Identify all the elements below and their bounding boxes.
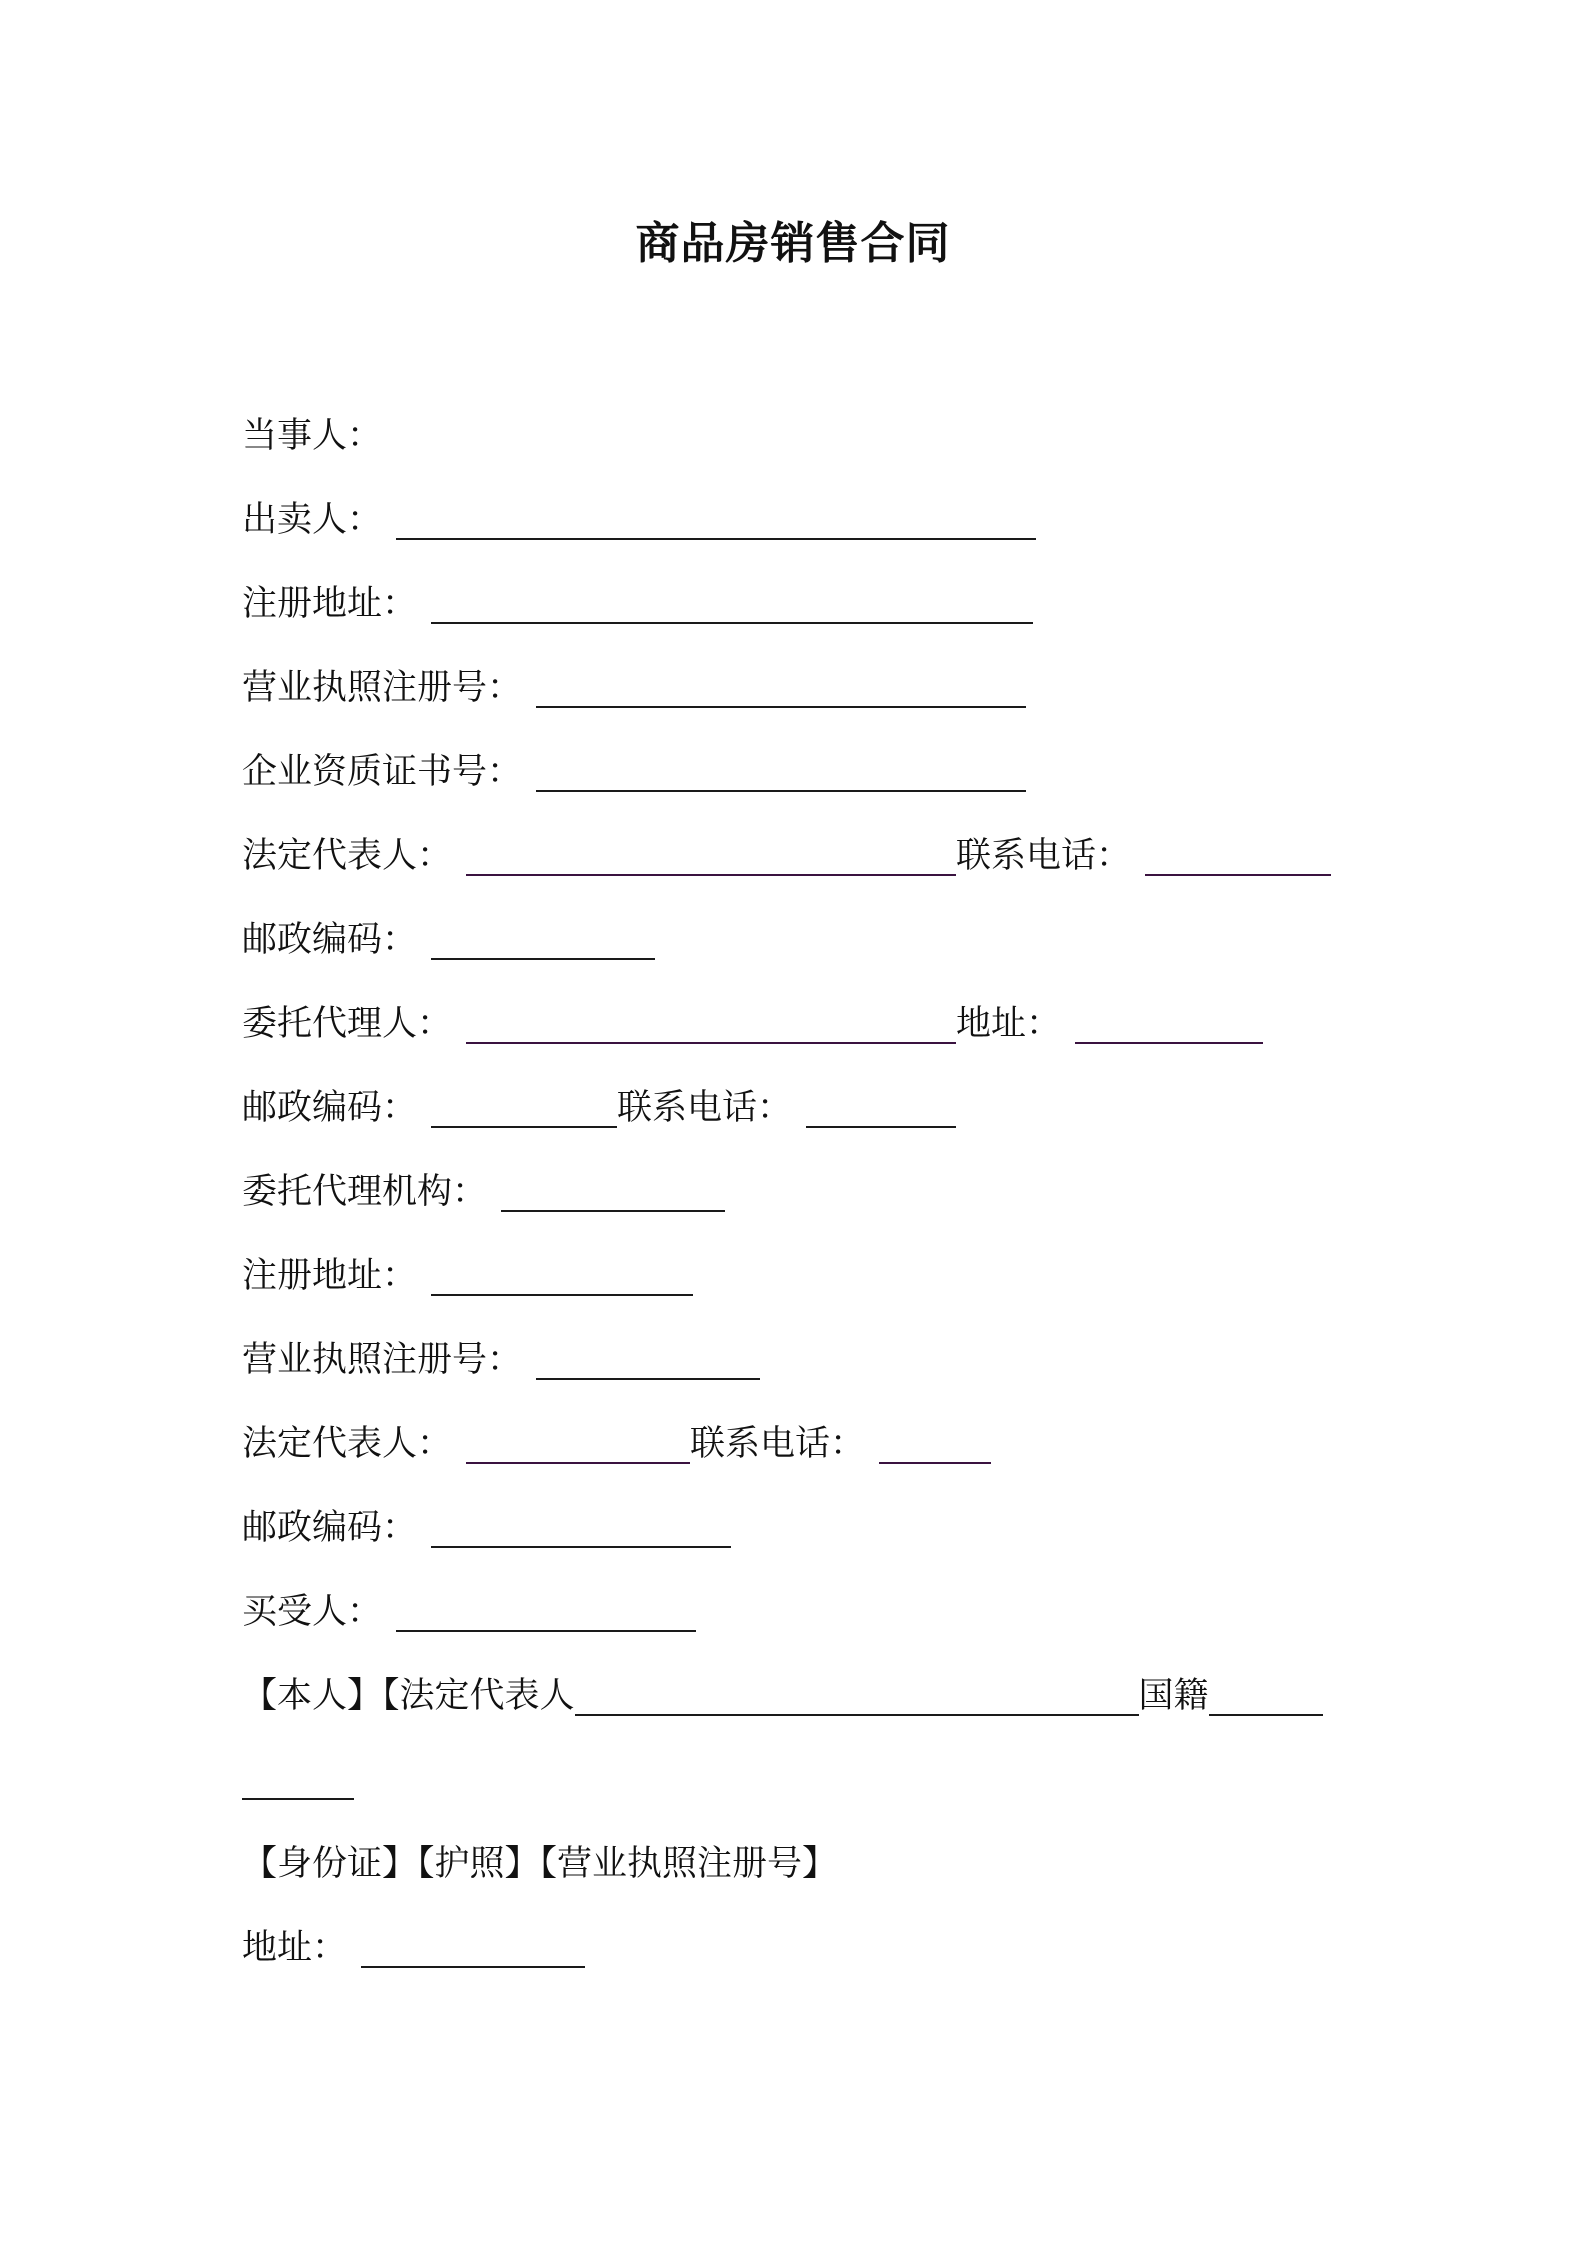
- agency-name-blank[interactable]: [501, 1170, 725, 1212]
- agency-postcode-line: [242, 1502, 731, 1550]
- agent-phone-blank[interactable]: [806, 1086, 956, 1128]
- buyer-id-types-label: 【身份证】【护照】【营业执照注册号】: [242, 1844, 838, 1884]
- agent-line: [242, 998, 1263, 1046]
- agency-address-blank[interactable]: [431, 1254, 693, 1296]
- seller-license-line: [242, 662, 1026, 710]
- seller-label: 出卖人：: [242, 500, 383, 540]
- seller-qualification-line: [242, 746, 1026, 794]
- seller-legal-rep-line: [242, 830, 1331, 878]
- agency-postcode-blank[interactable]: [431, 1506, 731, 1548]
- seller-name-blank[interactable]: [396, 498, 1036, 540]
- seller-license-label: 营业执照注册号：: [242, 668, 523, 708]
- parties-heading-line: [242, 410, 382, 458]
- document-title: 商品房销售合同: [635, 218, 951, 269]
- seller-address-blank[interactable]: [431, 582, 1033, 624]
- agency-address-line: [242, 1250, 693, 1298]
- seller-qualification-blank[interactable]: [536, 750, 1026, 792]
- buyer-rep-blank[interactable]: [575, 1674, 1139, 1716]
- seller-postcode-line: [242, 914, 655, 962]
- agent-postcode-label: 邮政编码：: [242, 1088, 418, 1128]
- agency-license-label: 营业执照注册号：: [242, 1340, 523, 1380]
- agency-address-label: 注册地址：: [242, 1256, 418, 1296]
- buyer-line: [242, 1586, 696, 1634]
- agent-name-blank[interactable]: [466, 1002, 956, 1044]
- agency-legal-rep-line: [242, 1418, 991, 1466]
- seller-postcode-blank[interactable]: [431, 918, 655, 960]
- buyer-rep-label: 【本人】【法定代表人: [242, 1676, 575, 1716]
- buyer-rep-line: [242, 1670, 1323, 1718]
- seller-address-line: [242, 578, 1033, 626]
- agency-label: 委托代理机构：: [242, 1172, 488, 1212]
- seller-phone-label: 联系电话：: [956, 836, 1132, 876]
- buyer-nationality-continuation-blank[interactable]: [242, 1758, 354, 1800]
- buyer-label: 买受人：: [242, 1592, 383, 1632]
- parties-heading: 当事人：: [242, 416, 383, 456]
- agency-phone-label: 联系电话：: [690, 1424, 866, 1464]
- agent-phone-label: 联系电话：: [617, 1088, 793, 1128]
- seller-postcode-label: 邮政编码：: [242, 920, 418, 960]
- agency-phone-blank[interactable]: [879, 1422, 991, 1464]
- agency-line: [242, 1166, 725, 1214]
- buyer-address-label: 地址：: [242, 1928, 348, 1968]
- seller-qualification-label: 企业资质证书号：: [242, 752, 523, 792]
- seller-legal-rep-label: 法定代表人：: [242, 836, 453, 876]
- agent-contact-line: [242, 1082, 956, 1130]
- agency-license-line: [242, 1334, 760, 1382]
- seller-legal-rep-blank[interactable]: [466, 834, 956, 876]
- agent-address-label: 地址：: [956, 1004, 1062, 1044]
- agency-legal-rep-blank[interactable]: [466, 1422, 690, 1464]
- seller-line: [242, 494, 1036, 542]
- seller-license-blank[interactable]: [536, 666, 1026, 708]
- agency-postcode-label: 邮政编码：: [242, 1508, 418, 1548]
- buyer-address-line: [242, 1922, 585, 1970]
- agent-postcode-blank[interactable]: [431, 1086, 617, 1128]
- agency-legal-rep-label: 法定代表人：: [242, 1424, 453, 1464]
- buyer-address-blank[interactable]: [361, 1926, 585, 1968]
- seller-phone-blank[interactable]: [1145, 834, 1331, 876]
- buyer-nationality-blank[interactable]: [1209, 1674, 1323, 1716]
- seller-address-label: 注册地址：: [242, 584, 418, 624]
- agent-address-blank[interactable]: [1075, 1002, 1263, 1044]
- buyer-id-types-line: [242, 1838, 837, 1886]
- agency-license-blank[interactable]: [536, 1338, 760, 1380]
- buyer-nationality-label: 国籍: [1138, 1676, 1209, 1716]
- buyer-nationality-continuation-line: [242, 1754, 354, 1802]
- buyer-name-blank[interactable]: [396, 1590, 696, 1632]
- agent-label: 委托代理人：: [242, 1004, 453, 1044]
